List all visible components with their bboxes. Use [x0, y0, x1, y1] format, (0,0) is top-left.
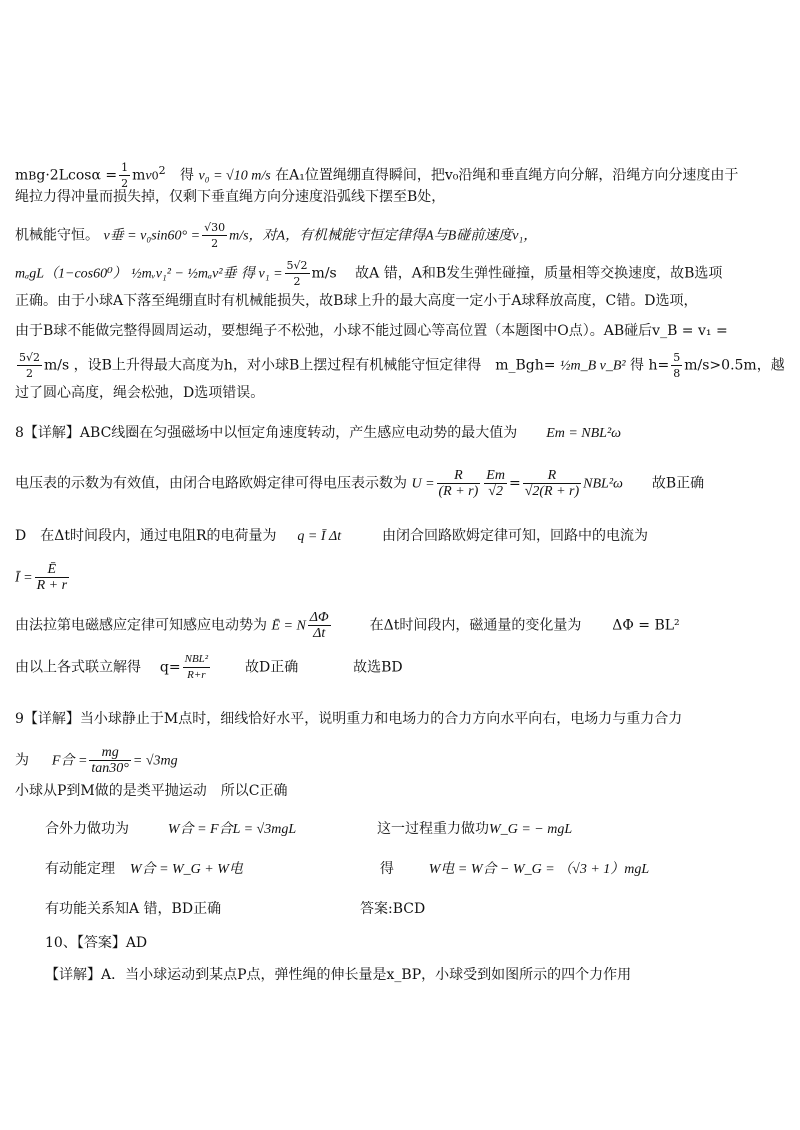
- text: 得: [379, 861, 394, 877]
- text: 故D正确: [245, 659, 299, 676]
- num: 5√2: [19, 351, 41, 364]
- formula: q=: [159, 659, 181, 676]
- text: m/s>0.5m，越: [684, 357, 785, 374]
- p9-line-3: 小球从P到M做的是类平抛运动 所以C正确: [15, 783, 288, 799]
- text: 为: [15, 752, 29, 769]
- text: 由以上各式联立解得: [15, 659, 141, 676]
- den: R+r: [187, 669, 206, 681]
- den: 2: [121, 177, 129, 190]
- formula: W_G = − mgL: [489, 822, 573, 837]
- p7-line-6: 由于B球不能做完整得圆周运动，要想绳子不松弛，小球不能过圆心等高位置（本题图中O点）。AB碰后v_B = v₁ =: [15, 323, 728, 339]
- fraction: [308, 610, 331, 641]
- num: Ē: [35, 562, 69, 578]
- num: Em: [486, 468, 505, 483]
- p10-line-2: 【详解】A．当小球运动到某点P点，弹性绳的伸长量是x_BP，小球受到如图所示的四个力作用: [45, 967, 632, 983]
- formula: q = Ī Δt: [297, 529, 342, 544]
- p8-line-2: [15, 468, 704, 499]
- p9-line-1: 9【详解】当小球静止于M点时，细线恰好水平，说明重力和电场力的合力方向水平向右，电场力与重力合力: [15, 711, 683, 727]
- fraction: [119, 160, 130, 191]
- den: √2(R + r): [524, 484, 580, 499]
- den: (R + r): [438, 484, 479, 499]
- text: D 在Δt时间段内，通过电阻R的电荷量为: [15, 528, 277, 544]
- den: 2: [293, 275, 301, 288]
- p7-line-5: 正确。由于小球A下落至绳绷直时有机械能损失，故B球上升的最大高度一定小于A球释放高度，C错。D选项，: [15, 293, 698, 309]
- num: NBL²: [183, 652, 210, 668]
- text: m/s 故A 错，A和B发生弹性碰撞，质量相等交换速度，故B选项: [311, 265, 723, 282]
- formula: Ī =: [15, 570, 33, 586]
- text: m/s，对A，有机械能守恒定律得A与B碰前速度v₁，: [229, 228, 538, 244]
- text: 得 h=: [630, 357, 670, 374]
- num: 5: [673, 351, 681, 364]
- formula: = √3mg: [132, 753, 178, 769]
- text: m: [132, 167, 146, 184]
- num: 5√2: [286, 259, 308, 272]
- text: 故选BD: [353, 659, 403, 676]
- formula: Em = NBL²ω: [546, 426, 622, 441]
- text: 2: [158, 163, 166, 177]
- den: 2: [211, 237, 219, 250]
- fraction: [183, 652, 210, 683]
- fraction: [17, 350, 42, 381]
- p9-line-4: [45, 820, 572, 839]
- text: 故B正确: [651, 475, 705, 492]
- fraction: [35, 562, 69, 593]
- den: √2: [488, 484, 503, 499]
- formula: U =: [411, 476, 435, 492]
- text: g·2Lcosα =: [36, 167, 118, 184]
- text: v: [145, 168, 152, 184]
- p8-line-6: [15, 652, 403, 683]
- p7-line-2: 绳拉力得冲量而损失掉，仅剩下垂直绳方向分速度沿弧线下摆至B处，: [15, 189, 446, 205]
- num: R: [437, 468, 481, 484]
- text: 在A₁位置绳绷直得瞬间，把v₀沿绳和垂直绳方向分解，沿绳方向分速度由于: [275, 167, 739, 184]
- den: 8: [673, 367, 681, 380]
- text: 8【详解】ABC线圈在匀强磁场中以恒定角速度转动，产生感应电动势的最大值为: [15, 425, 518, 441]
- formula: 得 v₁ =: [241, 266, 283, 282]
- text: 机械能守恒。: [15, 227, 99, 244]
- formula: W电 = W合 − W_G = （√3 + 1）mgL: [428, 862, 650, 877]
- fraction: [202, 220, 227, 251]
- text: 0: [151, 169, 159, 183]
- text: 有功能关系知A 错，BD正确: [45, 901, 222, 917]
- p8-line-1: [15, 424, 621, 443]
- p7-line-3: [15, 220, 537, 251]
- formula: ½mᵥv₁² − ½mₐv²垂: [131, 266, 237, 282]
- num: 1: [121, 161, 129, 174]
- p9-line-5: [45, 860, 649, 879]
- p8-line-3: [15, 527, 648, 546]
- text: =: [508, 475, 521, 492]
- p9-line-2: [15, 745, 178, 776]
- formula: W合 = F合L = √3mgL: [167, 822, 297, 837]
- formula: v₀ = √10 m/s: [198, 168, 271, 184]
- p9-line-6: [45, 900, 425, 918]
- formula: ΔΦ = BL²: [612, 617, 680, 634]
- num: R: [523, 468, 581, 484]
- fraction: [437, 468, 481, 499]
- num: ΔΦ: [309, 610, 329, 625]
- p10-line-1: 10、【答案】AD: [45, 935, 148, 951]
- den: 2: [26, 367, 33, 380]
- formula: F合 =: [51, 753, 88, 769]
- p7-line-8: 过了圆心高度，绳会松弛，D选项错误。: [15, 385, 265, 401]
- p8-line-4: [15, 562, 71, 593]
- fraction: [523, 468, 581, 499]
- formula: W合 = W_G + W电: [129, 862, 243, 877]
- text: B: [28, 169, 37, 183]
- text: 由法拉第电磁感应定律可知感应电动势为: [15, 617, 267, 634]
- p8-line-5: [15, 610, 680, 641]
- text: m/s ，设B上升得最大高度为h，对小球B上摆过程有机械能守恒定律得 m_Bgh=: [44, 357, 556, 374]
- fraction: [89, 745, 131, 776]
- den: R + r: [36, 578, 68, 593]
- p7-line-1: [15, 160, 738, 191]
- text: 由闭合回路欧姆定律可知，回路中的电流为: [382, 528, 649, 544]
- den: Δt: [313, 626, 326, 641]
- num: √30: [204, 221, 226, 234]
- fraction: [484, 468, 507, 499]
- text: m: [15, 167, 29, 184]
- text: 有动能定理: [45, 861, 115, 877]
- text: 在Δt时间段内，磁通量的变化量为: [369, 617, 582, 634]
- text: 合外力做功为: [45, 821, 129, 837]
- text: 电压表的示数为有效值，由闭合电路欧姆定律可得电压表示数为: [15, 475, 407, 492]
- formula: NBL²ω: [583, 476, 623, 492]
- formula: mₐgL（1−cos60⁰）: [15, 266, 127, 282]
- formula: ½m_B v_B²: [559, 358, 626, 374]
- formula: v垂 = v₀sin60° =: [103, 228, 201, 244]
- p7-line-4: [15, 258, 722, 289]
- num: mg: [89, 745, 131, 761]
- text: 得: [180, 167, 195, 184]
- fraction: [285, 258, 310, 289]
- fraction: [671, 350, 682, 381]
- p7-line-7: [15, 350, 785, 381]
- text: 答案:BCD: [359, 901, 426, 917]
- den: tan30°: [91, 761, 129, 776]
- text: 这一过程重力做功: [377, 821, 490, 837]
- formula: Ē = N: [271, 618, 306, 634]
